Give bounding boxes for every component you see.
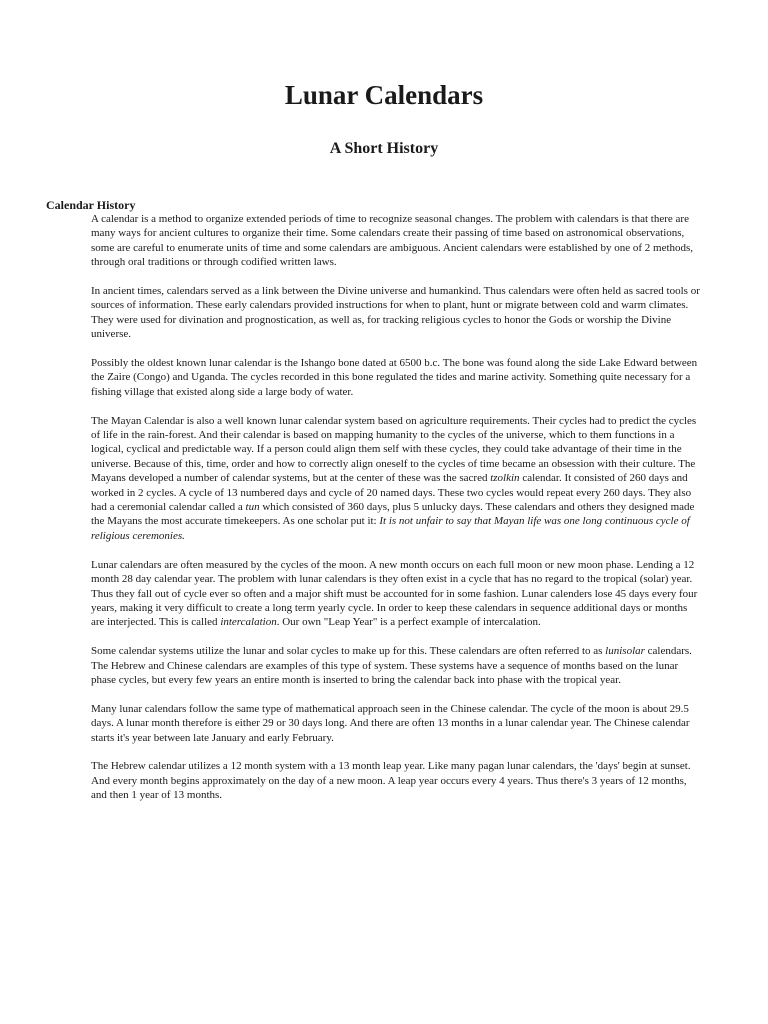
paragraph-7: Many lunar calendars follow the same type of mathematical approach seen in the Chinese calendar. The cycle of the moon is about 29.5 days. A lunar month therefore is either 29 or 30 days long. And there are often 13 months in a lunar calendar year. The Chinese calendar starts it's year between late January and early February. bbox=[91, 702, 690, 744]
scholar-quote: It is not unfair to say that Mayan life was one long continuous cycle of religious ceremonies. bbox=[91, 515, 690, 542]
paragraph-5-text-a: Lunar calendars are often measured by the cycles of the moon. A new month occurs on each full moon or new moon phase. Lending a 12 month 28 day calendar year. The problem with lunar calendars is they often exist in a cycle that has no regard to the tropical (solar) year. Thus they fall out of cycle ever so often and a major shift must be accounted for in some fashion. Lunar calenders lose 45 days every four years, making it very difficult to create a long term yearly cycle. In order to keep these calendars in sequence additional days or months are interjected. This is called bbox=[91, 558, 698, 629]
paragraph-3: Possibly the oldest known lunar calendar is the Ishango bone dated at 6500 b.c. The bone was found along the side Lake Edward between the Zaire (Congo) and Uganda. The cycles recorded in this bone regulated the tides and marine activity. Something quite necessary for a fishing village that existed along side a large body of water. bbox=[91, 357, 698, 398]
paragraph-4 bbox=[91, 414, 703, 544]
page-subtitle: A Short History bbox=[329, 140, 439, 157]
paragraph-8: The Hebrew calendar utilizes a 12 month system with a 13 month leap year. Like many pagan lunar calendars, the 'days' begin at sunset. And every month begins approximately on the day of a new moon. A leap year occurs every 4 years. Thus there's 3 years of 12 months, and then 1 year of 13 months. bbox=[91, 760, 691, 802]
paragraph-4-text-c: calendar. It consisted of 260 days and worked in 2 cycles. A cycle of 13 numbered days and cycle of 20 named days. These two cycles would repeat every 260 days. They also had a ceremonial calendar called a bbox=[91, 472, 692, 514]
body-text bbox=[91, 212, 703, 817]
section-heading: Calendar History bbox=[46, 198, 136, 212]
paragraph-2: In ancient times, calendars served as a link between the Divine universe and humankind. Thus calendars were often held as sacred tools or sources of information. These early calendars provided instructions for when to plant, hunt or migrate between cold and warm climates. They were used for divination and prognostication, as well as, for tracking religious cycles to honor the Gods or worship the Divine universe. bbox=[91, 285, 700, 341]
paragraph-4-text-a: The Mayan Calendar is also a well known lunar calendar system based on agriculture requirements. Their cycles had to predict the cycles of life in the rain-forest. And their calendar is based on mapping humanity to the cycles of the universe, which to them functions in a logical, cyclical and predictable way. If a person could align them self with these cycles, they could take advantage of their time in the universe. Because of this, time, order and how to correctly align oneself to the cycles of time became an obsession with their culture. The Mayans developed a number of calendar systems, but at the center of these was the sacred bbox=[91, 414, 697, 485]
paragraph-5 bbox=[91, 558, 703, 630]
term-tzolkin: tzolkin bbox=[490, 472, 520, 485]
term-intercalation: intercalation bbox=[220, 616, 277, 629]
page-title: Lunar Calendars bbox=[284, 80, 484, 110]
paragraph-6-text-c: calendars. The Hebrew and Chinese calendars are examples of this type of system. These systems have a sequence of months based on the lunar phase cycles, but every few years an entire month is inserted to bring the calendar back into phase with the tropical year. bbox=[91, 645, 692, 686]
paragraph-6 bbox=[91, 644, 703, 687]
paragraph-6-text-a: Some calendar systems utilize the lunar and solar cycles to make up for this. These calendars are often referred to as bbox=[91, 645, 606, 658]
paragraph-1: A calendar is a method to organize extended periods of time to recognize seasonal changes. The problem with calendars is that there are many ways for ancient cultures to organize their time. Some calendars create their passing of time based on astronomical observations, some are careful to enumerate units of time and some calendars are ambiguous. Ancient calendars were established by one of 2 methods, through oral traditions or through codified written laws. bbox=[91, 213, 694, 269]
term-tun: tun bbox=[245, 501, 260, 514]
paragraph-5-text-c: . Our own "Leap Year" is a perfect example of intercalation. bbox=[276, 616, 541, 629]
paragraph-4-text-e: which consisted of 360 days, plus 5 unlucky days. These calendars and others they designed made the Mayans the most accurate timekeepers. As one scholar put it: bbox=[91, 501, 695, 528]
term-lunisolar: lunisolar bbox=[605, 645, 645, 658]
